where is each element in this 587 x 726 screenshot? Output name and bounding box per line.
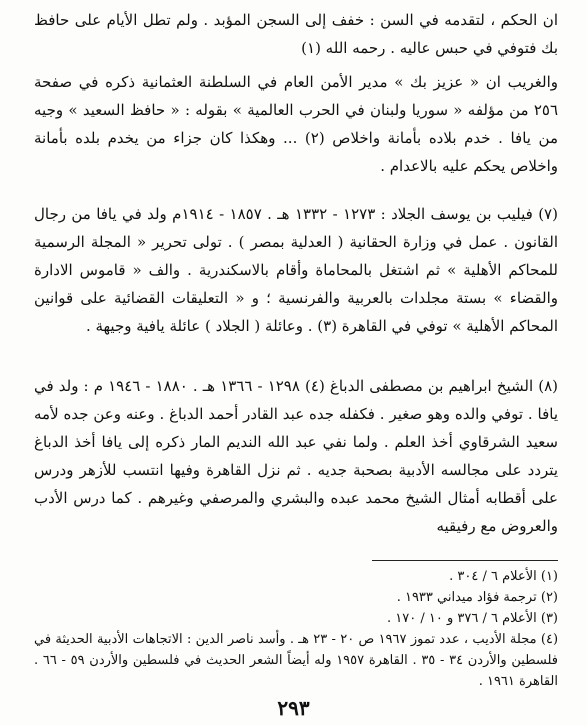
footnote-1: (١) الأعلام ٦ / ٣٠٤ . bbox=[449, 569, 558, 584]
entry-philip-jallad bbox=[34, 200, 558, 340]
paragraph-continuation bbox=[34, 6, 558, 62]
page-number: ٢٩٣ bbox=[277, 696, 310, 720]
footnote-4: (٤) مجلة الأديب ، عدد تموز ١٩٦٧ ص ٢٠ - ٢٣ هـ . وأسد ناصر الدين : الاتجاهات الأدبية الحديثة في فلسطين والأردن ٣٤ - ٣٥ . القاهرة ١٩٥٧ وله أيضاً الشعر الحديث في فلسطين والأردن ٥٩ - ٦٦ . القاهرة ١٩٦١ . bbox=[34, 632, 559, 689]
footnote-2: (٢) ترجمة فؤاد ميداني ١٩٣٣ . bbox=[396, 590, 558, 605]
footnote-divider bbox=[372, 560, 558, 561]
paragraph: والغريب ان « عزيز بك » مدير الأمن العام في السلطنة العثمانية ذكره في صفحة ٢٥٦ من مؤلفه « سوريا ولبنان في الحرب العالمية » بقوله : « حافظ السعيد » وجيه من يافا . خدم بلاده بأمانة واخلاص (٢) ... وهكذا كان جزاء من يخدم بلده بأمانة واخلاص يحكم عليه بالاعدام . bbox=[34, 73, 559, 175]
paragraph: (٨) الشيخ ابراهيم بن مصطفى الدباغ (٤) ١٢٩٨ - ١٣٦٦ هـ . ١٨٨٠ - ١٩٤٦ م : ولد في يافا . توفي والده وهو صغير . فكفله جده عبد القادر أحمد الدباغ . وعنه وعن جده لأمه سعيد الشرقاوي أخذ العلم . ولما نفي عبد الله النديم المار ذكره إلى يافا أخذ الدباغ يتردد على مجالسه الأدبية بصحبة جديه . ثم نزل القاهرة وفيها انتسب للأزهر ودرس على أقطابه أمثال الشيخ محمد عبده والبشري والمرصفي وغيرهم . كما درس الأدب والعروض مع رفيقيه bbox=[34, 377, 559, 535]
paragraph: ان الحكم ، لتقدمه في السن : خفف إلى السجن المؤبد . ولم تطل الأيام على حافظ بك فتوفي في حبس عاليه . رحمه الله (١) bbox=[34, 11, 558, 57]
paragraph: (٧) فيليب بن يوسف الجلاد : ١٢٧٣ - ١٣٣٢ هـ . ١٨٥٧ - ١٩١٤م ولد في يافا من رجال القانون . عمل في وزارة الحقانية ( العدلية بمصر ) . تولى تحرير « المجلة الرسمية للمحاكم الأهلية » ثم اشتغل بالمحاماة وأقام بالاسكندرية . والف « قاموس الادارة والقضاء » بستة مجلدات بالعربية والفرنسية ؛ و « التعليقات القضائية على قوانين المحاكم الأهلية » توفي في القاهرة (٣) . وعائلة ( الجلاد ) عائلة يافية وجيهة . bbox=[34, 205, 558, 335]
footnotes bbox=[34, 566, 558, 692]
footnote-3: (٣) الأعلام ٦ / ٣٧٦ و ١٠ / ١٧٠ . bbox=[387, 611, 558, 626]
entry-ibrahim-dabbagh bbox=[34, 372, 558, 540]
paragraph-aziz-bek bbox=[34, 68, 558, 180]
